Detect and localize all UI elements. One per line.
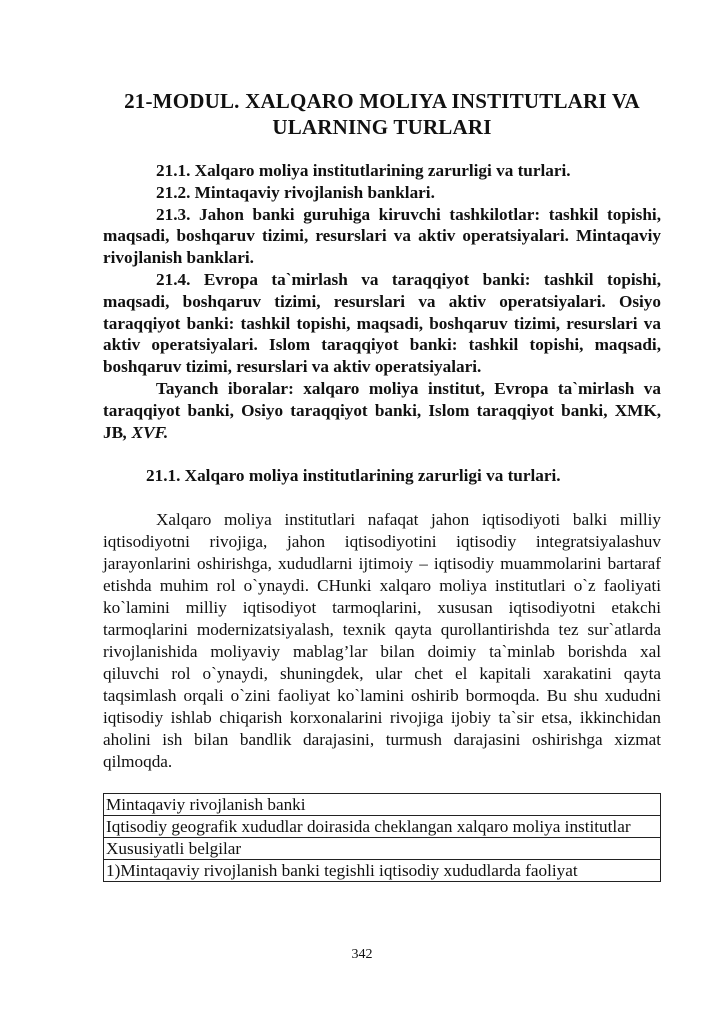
- table-cell: Xususiyatli belgilar: [104, 838, 661, 860]
- keywords-paragraph: [103, 378, 661, 443]
- contents-item: 21.4. Evropa ta`mirlash va taraqqiyot banki: tashkil topishi, maqsadi, boshqaruv tizimi, resurslari va aktiv operatsiyalari. Osiyo taraqqiyot banki: tashkil topishi, maqsadi, boshqaruv tizimi, resurslari va aktiv operatsiyalari. Islom taraqqiyot banki: tashkil topishi, maqsadi, boshqaruv tizimi, resurslari va aktiv operatsiyalari.: [103, 269, 661, 377]
- info-table: [103, 793, 661, 882]
- contents-list: [103, 160, 661, 443]
- keywords-text: Tayanch iboralar: xalqaro moliya institut, Evropa ta`mirlash va taraqqiyot banki, Osiyo taraqqiyot banki, Islom taraqqiyot banki, XMK, JB: [103, 378, 661, 442]
- table-row: [104, 838, 661, 860]
- contents-item: 21.1. Xalqaro moliya institutlarining zarurligi va turlari.: [156, 161, 571, 180]
- page-number: 342: [351, 947, 373, 962]
- contents-item: 21.2. Mintaqaviy rivojlanish banklari.: [156, 182, 435, 202]
- table-cell: 1)Mintaqaviy rivojlanish banki tegishli iqtisodiy xududlarda faoliyat: [104, 860, 661, 882]
- keywords-italic-tail: , XVF.: [123, 422, 169, 442]
- table-cell: Iqtisodiy geografik xududlar doirasida cheklangan xalqaro moliya institutlar: [104, 816, 661, 838]
- section-heading: 21.1. Xalqaro moliya institutlarining zarurligi va turlari.: [146, 466, 561, 486]
- table-row: [104, 816, 661, 838]
- body-paragraph: Xalqaro moliya institutlari nafaqat jahon iqtisodiyoti balki milliy iqtisodiyotni rivojiga, jahon iqtisodiyotini iqtisodiy integratsiyalashuv jarayonlarini oshirishga, xududlarni ijtimoiy – iqtisodiy muammolarini bartaraf etishda muhim rol o`ynaydi. CHunki xalqaro moliya institutlari o`z faoliyati ko`lamini milliy iqtisodiyot tarmoqlarini, xususan iqtisodiyotni etakchi tarmoqlarini modernizatsiyalash, texnik qayta qurollantirishda tez sur`atlarda rivojlanishida moliyaviy mablag’lar bilan doimiy ta`minlab borishda xal qiluvchi rol o`ynaydi, shuningdek, ular chet el kapitali xarakatini qayta taqsimlash orqali o`zini faoliyat ko`lamini oshirib bormoqda. Bu shu xududni iqtisodiy ishlab chiqarish korxonalarini rivojiga ijobiy ta`sir etsa, ikkinchidan aholini ish bilan bandlik darajasini, turmush darajasini oshirishga xizmat qilmoqda.: [103, 510, 661, 772]
- table-row: [104, 794, 661, 816]
- table-row: [104, 860, 661, 882]
- contents-item: 21.3. Jahon banki guruhiga kiruvchi tashkilotlar: tashkil topishi, maqsadi, boshqaruv tizimi, resurslari va aktiv operatsiyalari. Mintaqaviy rivojlanish banklari.: [103, 204, 661, 268]
- module-title: 21-MODUL. XALQARO MOLIYA INSTITUTLARI VA ULARNING TURLARI: [124, 89, 640, 139]
- table-cell: Mintaqaviy rivojlanish banki: [104, 794, 661, 816]
- document-page: [103, 0, 661, 882]
